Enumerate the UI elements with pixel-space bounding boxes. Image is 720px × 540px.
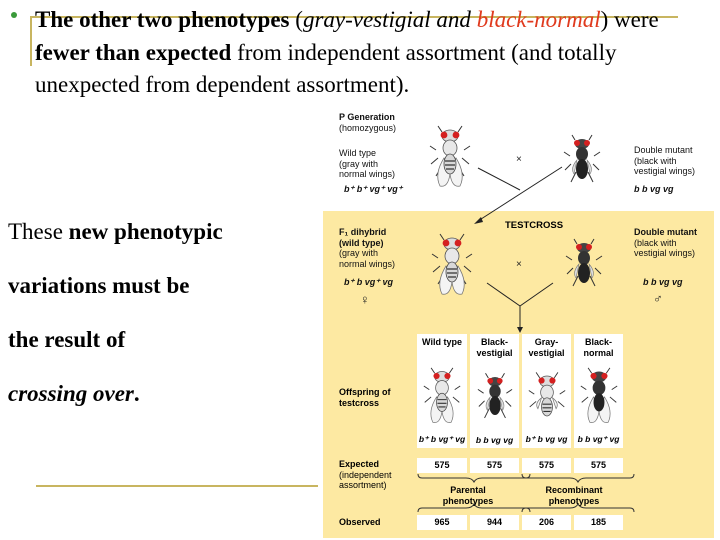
observed-gray-vestigial: 206 — [522, 515, 571, 530]
fly-wild-type-icon — [428, 124, 472, 190]
observed-black-vestigial: 944 — [470, 515, 519, 530]
expected-black-normal: 575 — [574, 458, 623, 473]
fewer-than-expected: fewer than expected — [35, 39, 232, 65]
expected-gray-vestigial: 575 — [522, 458, 571, 473]
offspring-label: Offspring of testcross — [339, 387, 391, 408]
p-wild-type-label: Wild type (gray with normal wings) — [339, 148, 396, 179]
p-double-mutant-genotype: b b vg vg — [634, 184, 674, 194]
testcross-label: TESTCROSS — [505, 220, 564, 231]
bullet-bold-lead: The other two phenotypes — [35, 7, 290, 32]
female-icon: ♀ — [360, 292, 370, 307]
expected-label: Expected (independent assortment) — [339, 459, 392, 490]
conclusion-text: These new phenotypic variations must be the result of crossing over. — [8, 219, 223, 406]
fly-testcross-double-mutant-icon — [564, 238, 604, 290]
expected-wild-type: 575 — [417, 458, 467, 473]
parental-phenotypes-label: Parental phenotypes — [442, 485, 494, 506]
testcross-double-mutant-genotype: b b vg vg — [643, 277, 683, 287]
testcross-cross-symbol: × — [516, 259, 522, 270]
p-wild-type-genotype: b⁺ b⁺ vg⁺ vg⁺ — [344, 184, 403, 194]
offspring-col-wild-type: Wild type b⁺ b vg⁺ vg — [417, 334, 467, 448]
male-icon: ♂ — [653, 291, 663, 306]
p-double-mutant-label: Double mutant (black with vestigial wings) — [634, 145, 696, 176]
observed-wild-type: 965 — [417, 515, 467, 530]
recombinant-phenotypes-label: Recombinant phenotypes — [545, 485, 603, 506]
f1-genotype: b⁺ b vg⁺ vg — [344, 277, 394, 287]
f1-dihybrid-label: F₁ dihybrid (wild type) (gray with normal wings) — [339, 227, 396, 269]
offspring-col-black-vestigial: Black- vestigial b b vg vg — [470, 334, 519, 448]
crossing-over-term: crossing over — [8, 381, 134, 406]
fly-black-normal-icon — [579, 364, 619, 428]
offspring-col-gray-vestigial: Gray- vestigial b⁺ b vg vg — [522, 334, 571, 448]
fly-black-vestigial-icon — [476, 372, 514, 422]
fly-wild-type-offspring-icon — [422, 364, 462, 428]
p-cross-symbol: × — [516, 154, 522, 165]
offspring-col-black-normal: Black- normal b b vg⁺ vg — [574, 334, 623, 448]
expected-black-vestigial: 575 — [470, 458, 519, 473]
fly-double-mutant-icon — [562, 134, 602, 186]
observed-black-normal: 185 — [574, 515, 623, 530]
testcross-double-mutant-label: Double mutant (black with vestigial wings) — [634, 227, 697, 258]
fly-f1-dihybrid-icon — [430, 231, 474, 299]
observed-label: Observed — [339, 517, 381, 527]
phenotype-gray-vestigial: gray-vestigial and — [302, 7, 477, 32]
p-generation-label: P Generation (homozygous) — [339, 112, 397, 133]
bullet-paragraph: The other two phenotypes (gray-vestigial and black-normal) were fewer than expected from independent assortment (and totally unexpected from dependent assortment). — [35, 7, 659, 97]
phenotype-black-normal: black-normal — [476, 7, 601, 32]
fly-gray-vestigial-icon — [527, 370, 567, 422]
